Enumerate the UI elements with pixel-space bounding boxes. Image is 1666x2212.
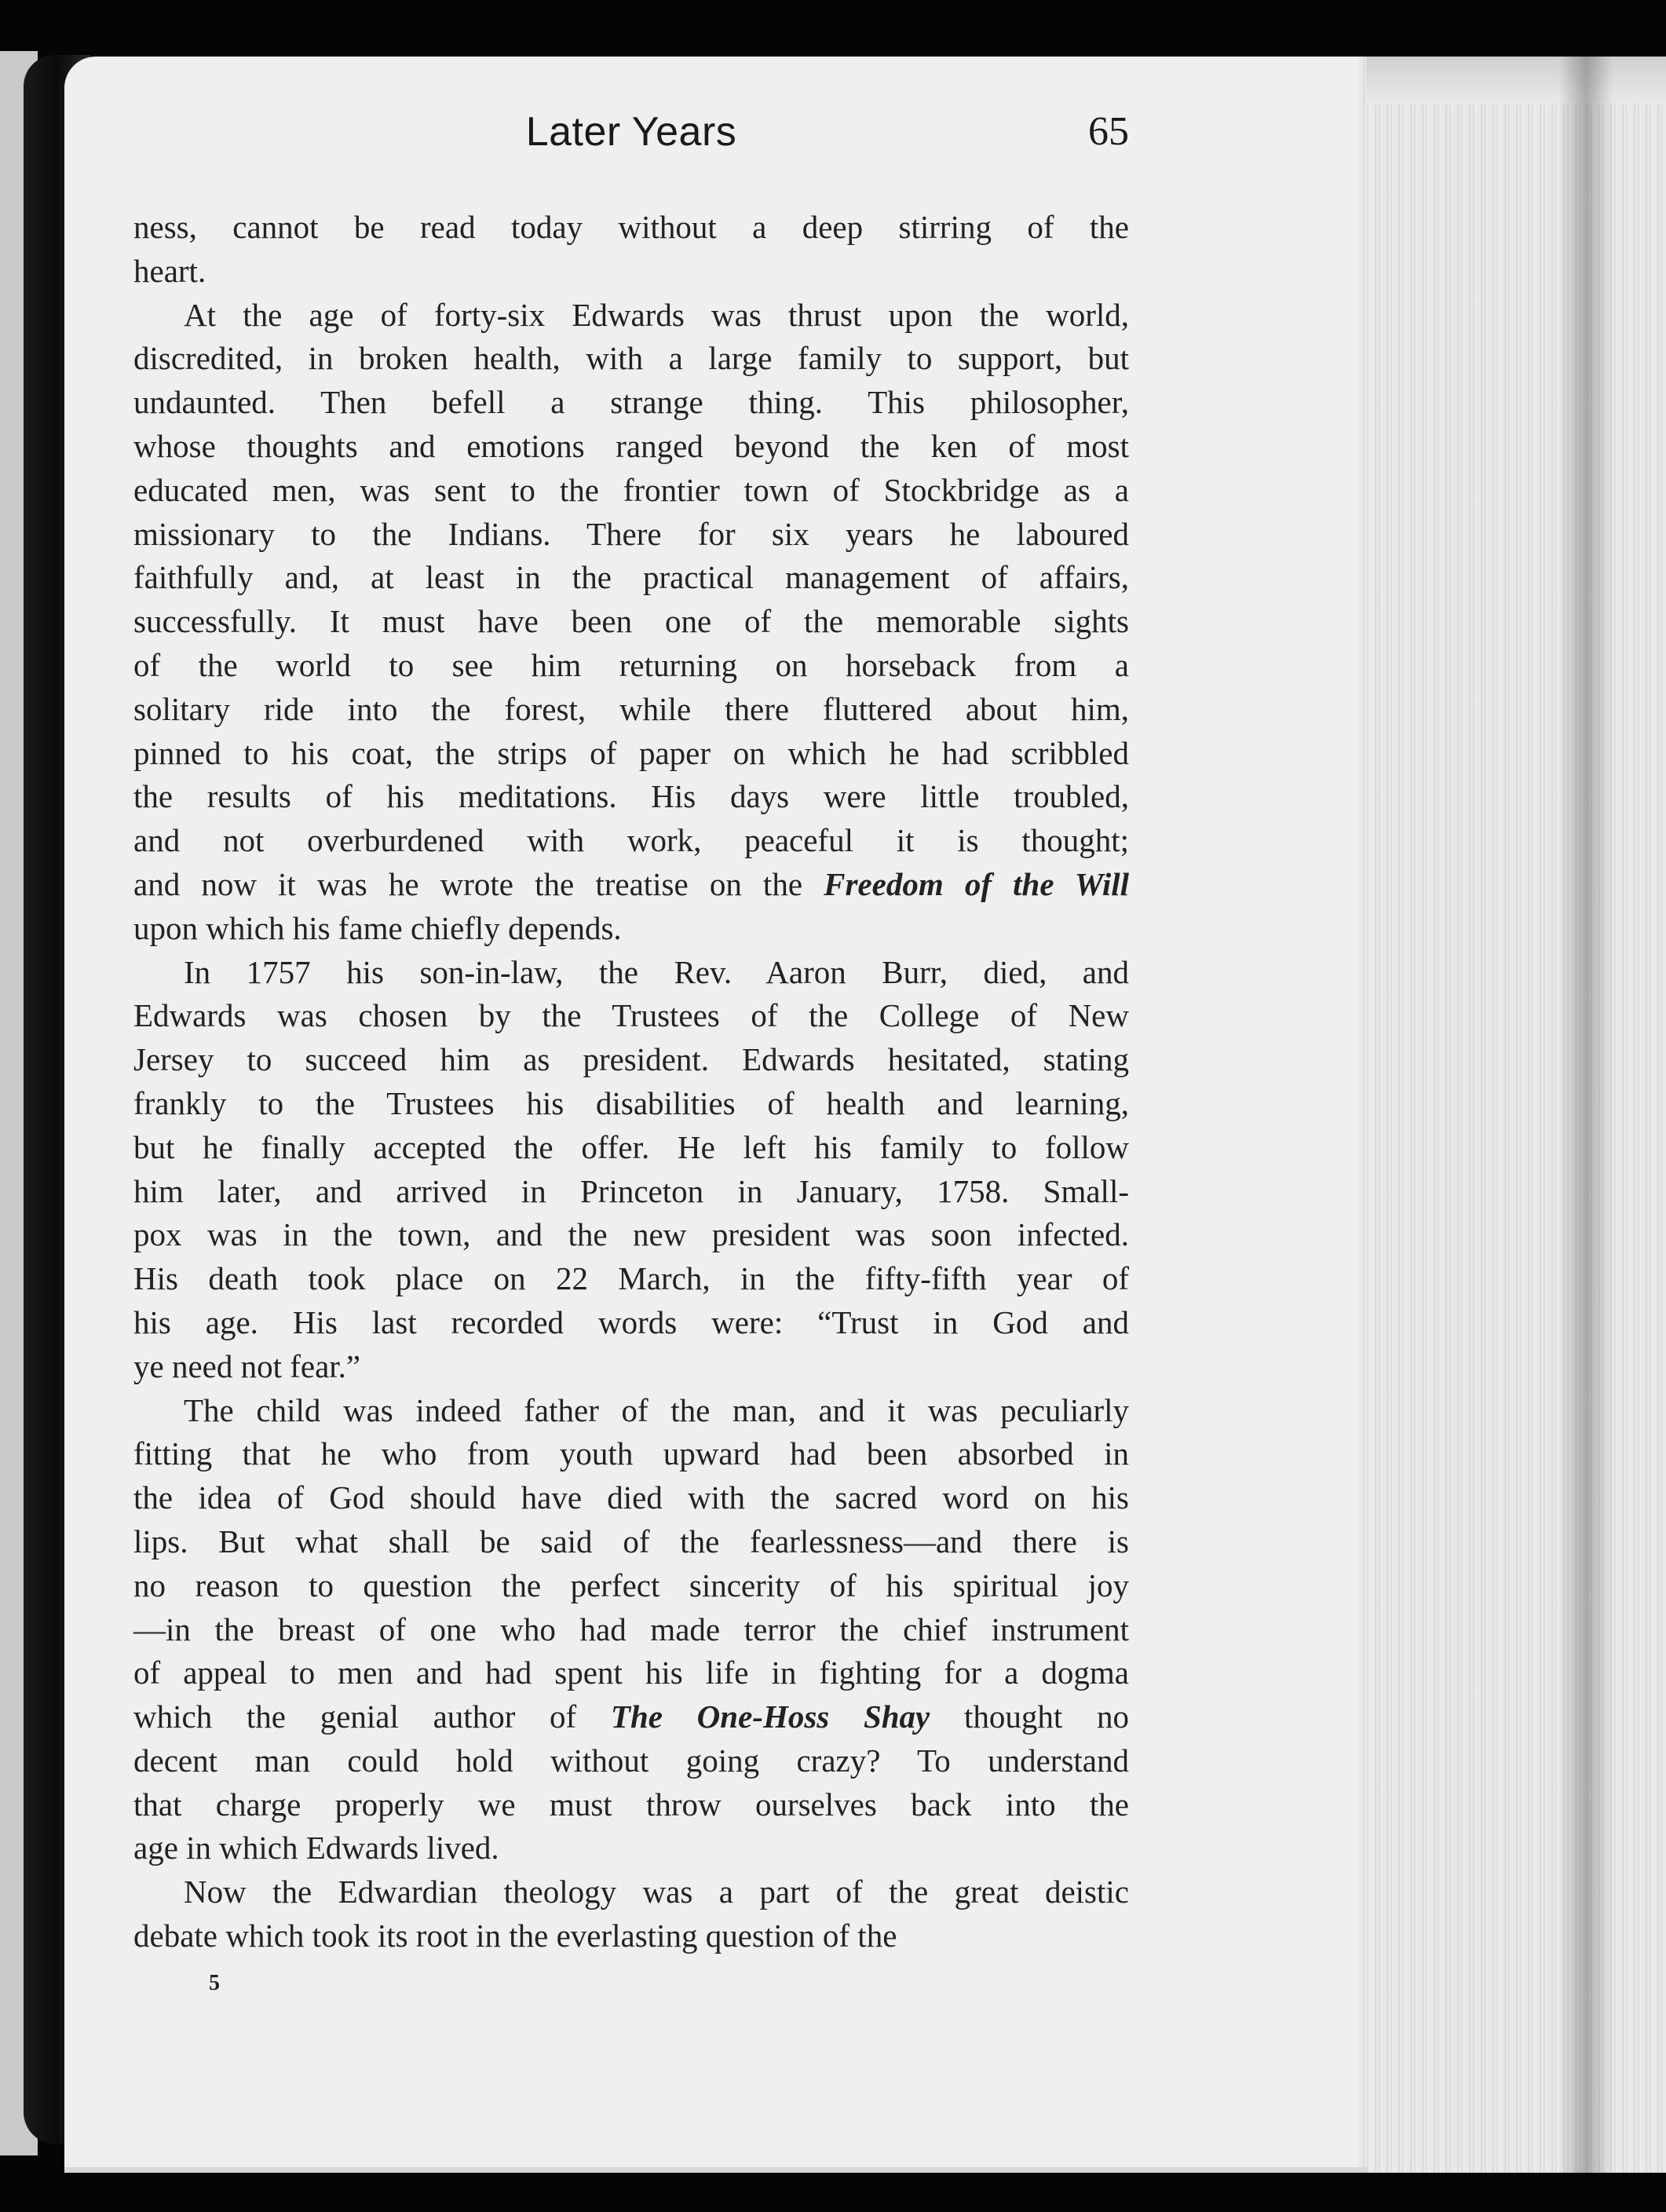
page-edges: [1358, 57, 1666, 2173]
italic-title: Freedom of the Will: [824, 865, 1130, 902]
text-line: frankly to the Trustees his disabilities of health and learning,: [133, 1084, 1129, 1121]
signature-mark: 5: [209, 1971, 220, 1995]
page-number: 65: [1088, 109, 1129, 154]
paragraph: [133, 206, 1129, 294]
text-line: At the age of forty-six Edwards was thrust upon the world,: [184, 296, 1129, 333]
text-line: whose thoughts and emotions ranged beyond the ken of most: [133, 427, 1129, 464]
paragraph: [133, 951, 1129, 1389]
text-line: Edwards was chosen by the Trustees of the College of New: [133, 997, 1129, 1034]
text-line: pinned to his coat, the strips of paper on which he had scribbled: [133, 734, 1129, 771]
paragraph: [133, 1870, 1129, 1958]
text-line: In 1757 his son-in-law, the Rev. Aaron Burr, died, and: [184, 953, 1129, 990]
text-line: upon which his fame chiefly depends.: [133, 909, 622, 946]
text-line: which the genial author of The One-Hoss Shay thought no: [133, 1698, 1129, 1735]
italic-title: The One-Hoss Shay: [610, 1698, 930, 1735]
text-line: debate which took its root in the everlasting question of the: [133, 1918, 897, 1954]
text-line: Now the Edwardian theology was a part of the great deistic: [184, 1874, 1129, 1910]
text-line: ye need not fear.”: [133, 1347, 361, 1384]
text-line: ness, cannot be read today without a deep stirring of the: [133, 209, 1129, 245]
text-line: and not overburdened with work, peaceful it is thought;: [133, 822, 1129, 859]
text-line: faithfully and, at least in the practical management of affairs,: [133, 559, 1129, 596]
text-line: missionary to the Indians. There for six years he laboured: [133, 515, 1129, 552]
text-line: educated men, was sent to the frontier town of Stockbridge as a: [133, 471, 1129, 508]
paragraph: [133, 294, 1129, 951]
text-line: fitting that he who from youth upward had been absorbed in: [133, 1435, 1129, 1472]
text-line: the idea of God should have died with the sacred word on his: [133, 1479, 1129, 1516]
text-line: the results of his meditations. His days were little troubled,: [133, 778, 1129, 815]
text-line: his age. His last recorded words were: “Trust in God and: [133, 1303, 1129, 1340]
text-line: The child was indeed father of the man, and it was peculiarly: [184, 1391, 1129, 1428]
text-line: lips. But what shall be said of the fearlessness—and there is: [133, 1523, 1129, 1559]
text-line: of the world to see him returning on horseback from a: [133, 646, 1129, 683]
page-header: [133, 108, 1129, 163]
text-line: successfully. It must have been one of the memorable sights: [133, 603, 1129, 640]
page-bottom-edge: [64, 2167, 1368, 2173]
text-line: undaunted. Then befell a strange thing. This philosopher,: [133, 384, 1129, 421]
text-line: decent man could hold without going crazy? To understand: [133, 1742, 1129, 1779]
text-line: but he finally accepted the offer. He left his family to follow: [133, 1128, 1129, 1165]
text-line: discredited, in broken health, with a large family to support, but: [133, 340, 1129, 377]
text-line: solitary ride into the forest, while there fluttered about him,: [133, 690, 1129, 727]
text-line: Jersey to succeed him as president. Edwards hesitated, stating: [133, 1041, 1129, 1078]
running-head: Later Years: [525, 109, 737, 155]
text-line: pox was in the town, and the new president was soon infected.: [133, 1216, 1129, 1253]
text-line: of appeal to men and had spent his life in fighting for a dogma: [133, 1654, 1129, 1691]
text-line: no reason to question the perfect sincerity of his spiritual joy: [133, 1567, 1129, 1603]
paragraph: [133, 1389, 1129, 1871]
body-text: [133, 206, 1129, 1958]
text-line: that charge properly we must throw ourselves back into the: [133, 1786, 1129, 1823]
text-line: heart.: [133, 252, 206, 289]
text-line: and now it was he wrote the treatise on the Freedom of the Will: [133, 865, 1130, 902]
page-edges-top: [1366, 57, 1666, 104]
text-line: —in the breast of one who had made terror the chief instrument: [133, 1611, 1129, 1647]
text-line: His death took place on 22 March, in the fifty-fifth year of: [133, 1260, 1129, 1297]
text-line: age in which Edwards lived.: [133, 1830, 499, 1866]
page-edges-shadow: [1558, 57, 1613, 2173]
text-line: him later, and arrived in Princeton in January, 1758. Small-: [133, 1172, 1129, 1209]
